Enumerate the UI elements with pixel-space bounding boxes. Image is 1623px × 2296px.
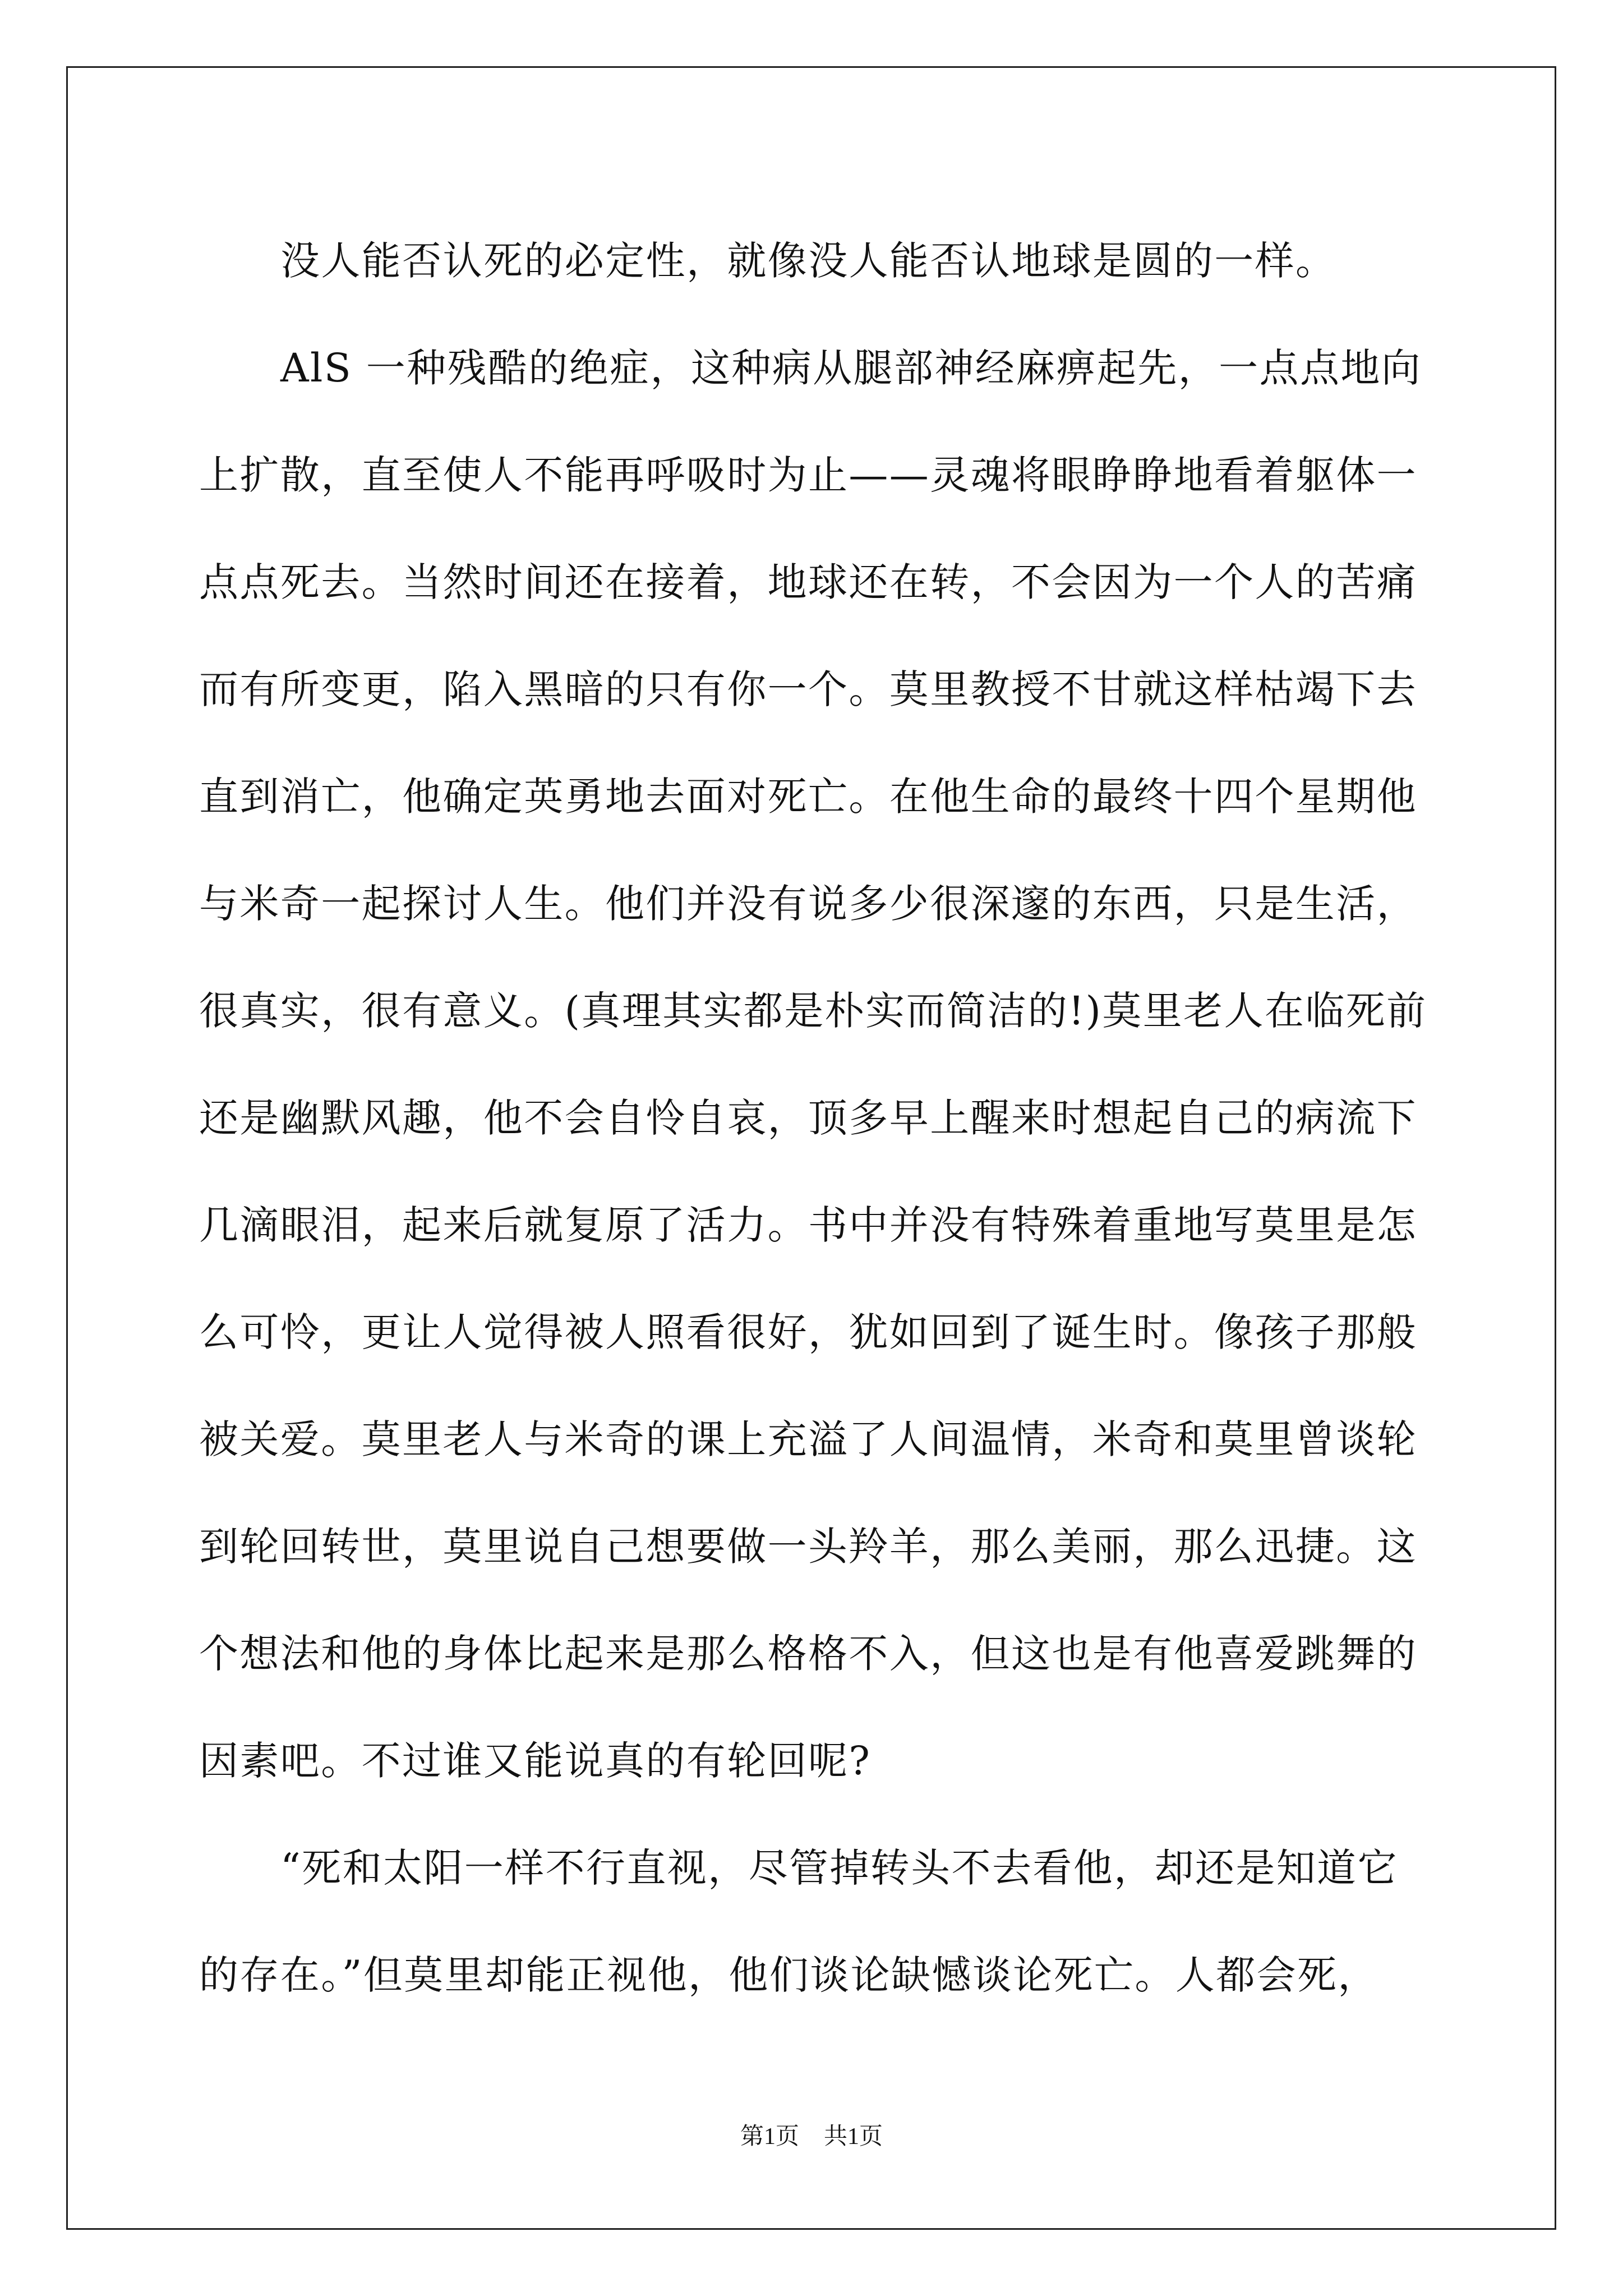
paragraph-2-line-7: 很真实，很有意义。(真理其实都是朴实而简洁的!)莫里老人在临死前 (199, 988, 1427, 1034)
paragraph-2-line-13: 个想法和他的身体比起来是那么格格不入，但这也是有他喜爱跳舞的 (199, 1631, 1417, 1677)
page-number: 第1页 (740, 2124, 799, 2150)
paragraph-3-line-2: 的存在。”但莫里却能正视他，他们谈论缺憾谈论死亡。人都会死， (199, 1952, 1378, 1998)
paragraph-2-line-9: 几滴眼泪，起来后就复原了活力。书中并没有特殊着重地写莫里是怎 (199, 1202, 1417, 1248)
paragraph-2-line-1: AlS 一种残酷的绝症，这种病从腿部神经麻痹起先，一点点地向 (280, 345, 1422, 391)
page-footer (0, 2118, 1623, 2151)
paragraph-2-line-2: 上扩散，直至使人不能再呼吸时为止——灵魂将眼睁睁地看着躯体一 (199, 452, 1417, 498)
paragraph-2-line-4: 而有所变更，陷入黑暗的只有你一个。莫里教授不甘就这样枯竭下去 (199, 666, 1417, 712)
document-body (199, 208, 1433, 2029)
paragraph-2-line-10: 么可怜，更让人觉得被人照看很好，犹如回到了诞生时。像孩子那般 (199, 1309, 1417, 1355)
paragraph-2-line-3: 点点死去。当然时间还在接着，地球还在转，不会因为一个人的苦痛 (199, 559, 1417, 605)
paragraph-2-line-5: 直到消亡，他确定英勇地去面对死亡。在他生命的最终十四个星期他 (199, 774, 1417, 820)
paragraph-2-line-8: 还是幽默风趣，他不会自怜自哀，顶多早上醒来时想起自己的病流下 (199, 1095, 1417, 1141)
paragraph-1-line-1: 没人能否认死的必定性，就像没人能否认地球是圆的一样。 (280, 238, 1336, 284)
paragraph-2-line-12: 到轮回转世，莫里说自己想要做一头羚羊，那么美丽，那么迅捷。这 (199, 1524, 1417, 1570)
paragraph-3-line-1: “死和太阳一样不行直视，尽管掉转头不去看他，却还是知道它 (280, 1845, 1398, 1891)
page-total: 共1页 (824, 2124, 883, 2150)
paragraph-2-line-6: 与米奇一起探讨人生。他们并没有说多少很深邃的东西，只是生活， (199, 881, 1417, 927)
paragraph-2-line-11: 被关爱。莫里老人与米奇的课上充溢了人间温情，米奇和莫里曾谈轮 (199, 1416, 1417, 1462)
paragraph-2-line-14: 因素吧。不过谁又能说真的有轮回呢? (199, 1738, 872, 1784)
